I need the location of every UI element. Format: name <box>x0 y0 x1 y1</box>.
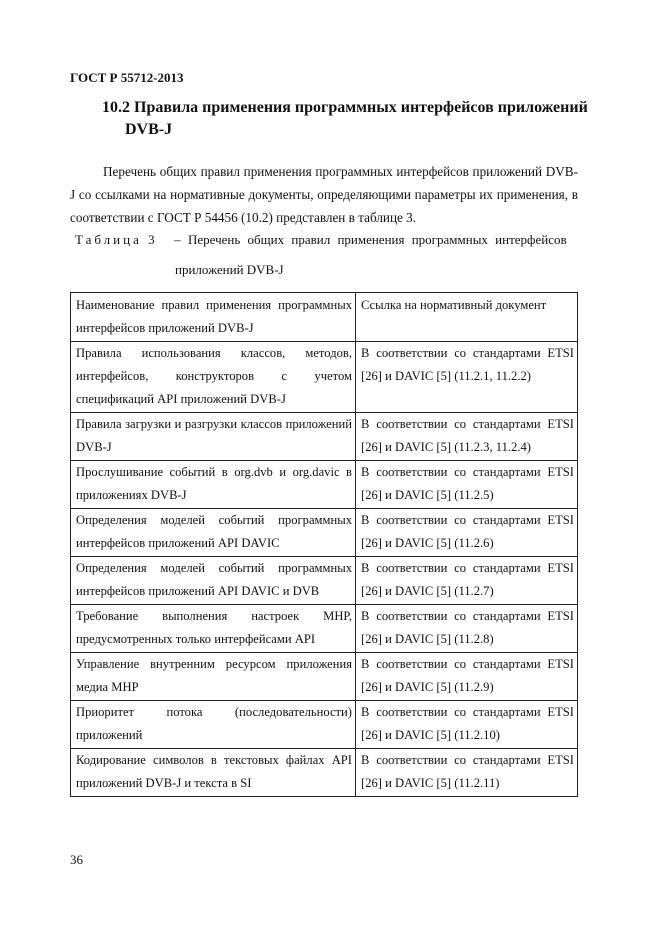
table-row <box>71 413 578 461</box>
rule-cell: Прослушивание событий в org.dvb и org.davic в приложениях DVB-J <box>71 461 356 509</box>
section-title-line2: DVB-J <box>125 121 173 138</box>
header-cell-rule-name: Наименование правил применения программных интерфейсов приложений DVB-J <box>71 293 356 342</box>
table-row <box>71 749 578 797</box>
reference-cell: В соответствии со стандартами ETSI [26] и DAVIC [5] (11.2.6) <box>356 509 578 557</box>
rule-cell: Правила использования классов, методов, интерфейсов, конструкторов с учетом спецификаций API приложений DVB-J <box>71 342 356 413</box>
rule-cell: Определения моделей событий программных интерфейсов приложений API DAVIC и DVB <box>71 557 356 605</box>
reference-cell: В соответствии со стандартами ETSI [26] и DAVIC [5] (11.2.9) <box>356 653 578 701</box>
rule-cell: Правила загрузки и разгрузки классов приложений DVB-J <box>71 413 356 461</box>
table-row <box>71 605 578 653</box>
rule-cell: Требование выполнения настроек МНР, предусмотренных только интерфейсами API <box>71 605 356 653</box>
reference-cell: В соответствии со стандартами ETSI [26] и DAVIC [5] (11.2.5) <box>356 461 578 509</box>
reference-cell: В соответствии со стандартами ETSI [26] и DAVIC [5] (11.2.3, 11.2.4) <box>356 413 578 461</box>
rule-cell: Приоритет потока (последовательности) приложений <box>71 701 356 749</box>
intro-paragraph: Перечень общих правил применения программных интерфейсов приложений DVB-J со ссылками на нормативные документы, определяющими параметры их применения, в соответствии с ГОСТ Р 54456 (10.2) представлен в таблице 3. <box>70 164 578 225</box>
rule-cell: Управление внутренним ресурсом приложения медиа МНР <box>71 653 356 701</box>
rule-cell: Определения моделей событий программных интерфейсов приложений API DAVIC <box>71 509 356 557</box>
table-row <box>71 701 578 749</box>
table-row <box>71 342 578 413</box>
reference-cell: В соответствии со стандартами ETSI [26] и DAVIC [5] (11.2.8) <box>356 605 578 653</box>
table-caption-label: Таблица 3 <box>75 232 158 247</box>
table-row <box>71 557 578 605</box>
page-number: 36 <box>70 852 83 867</box>
section-title-line1: 10.2 Правила применения программных интерфейсов приложений <box>102 99 588 116</box>
reference-cell: В соответствии со стандартами ETSI [26] и DAVIC [5] (11.2.1, 11.2.2) <box>356 342 578 413</box>
table-row <box>71 509 578 557</box>
table-header-row <box>71 293 578 342</box>
table-row <box>71 461 578 509</box>
reference-cell: В соответствии со стандартами ETSI [26] и DAVIC [5] (11.2.10) <box>356 701 578 749</box>
reference-cell: В соответствии со стандартами ETSI [26] и DAVIC [5] (11.2.7) <box>356 557 578 605</box>
rule-cell: Кодирование символов в текстовых файлах API приложений DVB-J и текста в SI <box>71 749 356 797</box>
table-caption <box>75 232 575 248</box>
table-row <box>71 653 578 701</box>
rules-table <box>70 292 578 797</box>
section-title <box>102 97 592 141</box>
document-header: ГОСТ Р 55712-2013 <box>70 70 184 85</box>
table-caption-text: – Перечень общих правил применения программных интерфейсов <box>174 232 567 247</box>
header-cell-reference: Ссылка на нормативный документ <box>356 293 578 342</box>
table-caption-continuation: приложений DVB-J <box>175 262 284 277</box>
reference-cell: В соответствии со стандартами ETSI [26] и DAVIC [5] (11.2.11) <box>356 749 578 797</box>
